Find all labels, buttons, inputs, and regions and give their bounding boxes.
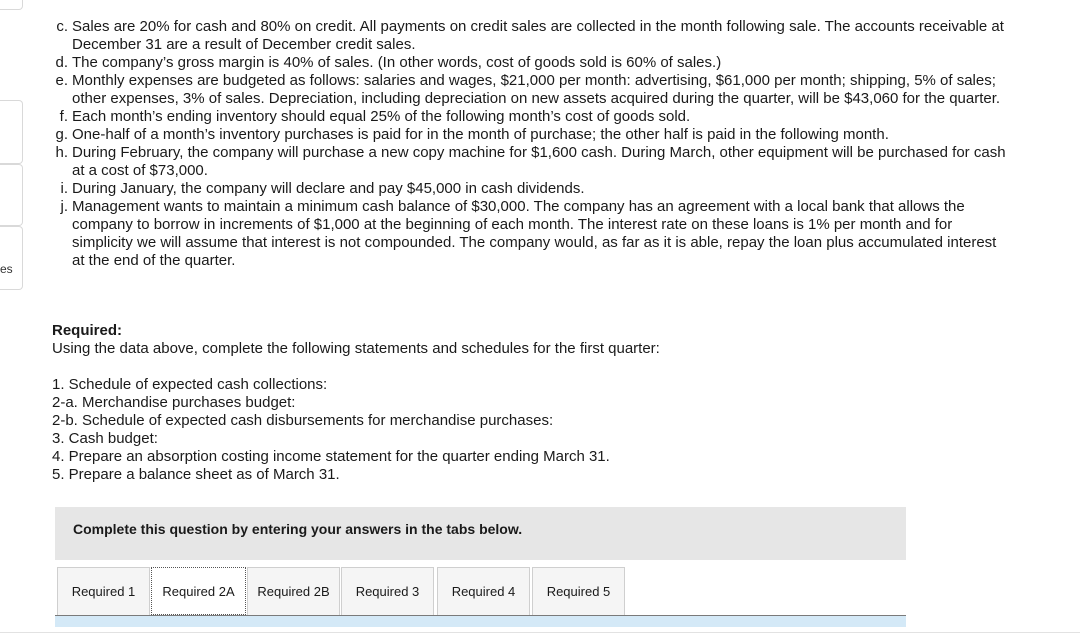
list-item: f. Each month’s ending inventory should equal 25% of the following month’s cost of goods sold. [59, 108, 691, 125]
tab-required-2a[interactable]: Required 2A [151, 567, 246, 615]
list-item: g. One-half of a month’s inventory purchases is paid for in the month of purchase; the other half is paid in the following month. [55, 126, 889, 143]
step-item: 3. Cash budget: [52, 430, 158, 447]
step-item: 2-a. Merchandise purchases budget: [52, 394, 296, 411]
tab-content-panel [55, 616, 906, 627]
divider [0, 632, 1080, 633]
list-item: d. The company’s gross margin is 40% of sales. (In other words, cost of goods sold is 60% of sales.) [55, 54, 722, 71]
problem-item-list [52, 18, 1012, 270]
list-item: j. Management wants to maintain a minimum cash balance of $30,000. The company has an agreement with a local bank that allows the company to borrow in increments of $1,000 at the beginning of each month. The interest rate on these loans is 1% per month and for simplicity we will assume that interest is not compounded. The company would, as far as it is able, repay the loan plus accumulated interest at the end of the quarter. [60, 198, 997, 269]
tab-bar [55, 567, 906, 616]
sidebar-card[interactable] [0, 100, 23, 164]
list-item: e. Monthly expenses are budgeted as follows: salaries and wages, $21,000 per month: advertising, $61,000 per month; shipping, 5% of sales; other expenses, 3% of sales. Depreciation, including depreciation on new assets acquired during the quarter, will be $43,060 for the quarter. [55, 72, 1001, 107]
required-heading: Required: [52, 322, 123, 339]
tab-required-4[interactable]: Required 4 [437, 567, 530, 615]
tab-required-5[interactable]: Required 5 [532, 567, 625, 615]
required-intro: Using the data above, complete the following statements and schedules for the first quarter: [52, 340, 660, 357]
list-item: i. During January, the company will declare and pay $45,000 in cash dividends. [60, 180, 585, 197]
tab-required-3[interactable]: Required 3 [341, 567, 434, 615]
tab-required-1[interactable]: Required 1 [57, 567, 150, 615]
step-item: 5. Prepare a balance sheet as of March 31. [52, 466, 340, 483]
left-sidebar-rail [0, 0, 24, 638]
sidebar-partial-label: es [0, 262, 13, 276]
problem-text [52, 18, 1012, 270]
list-item: c. Sales are 20% for cash and 80% on credit. All payments on credit sales are collected in the month following sale. The accounts receivable at December 31 are a result of December credit sales. [56, 18, 1004, 53]
list-item: h. During February, the company will purchase a new copy machine for $1,600 cash. During March, other equipment will be purchased for cash at a cost of $73,000. [55, 144, 1006, 179]
step-item: 2-b. Schedule of expected cash disbursements for merchandise purchases: [52, 412, 554, 429]
tab-required-2b[interactable]: Required 2B [247, 567, 340, 615]
step-item: 4. Prepare an absorption costing income statement for the quarter ending March 31. [52, 448, 610, 465]
required-steps [52, 376, 610, 484]
sidebar-card[interactable] [0, 0, 23, 10]
required-section [52, 322, 660, 358]
sidebar-card[interactable] [0, 164, 23, 226]
instruction-banner [55, 507, 906, 560]
step-item: 1. Schedule of expected cash collections: [52, 376, 328, 393]
sidebar-card[interactable] [0, 226, 23, 290]
instruction-text: Complete this question by entering your answers in the tabs below. [73, 521, 523, 537]
